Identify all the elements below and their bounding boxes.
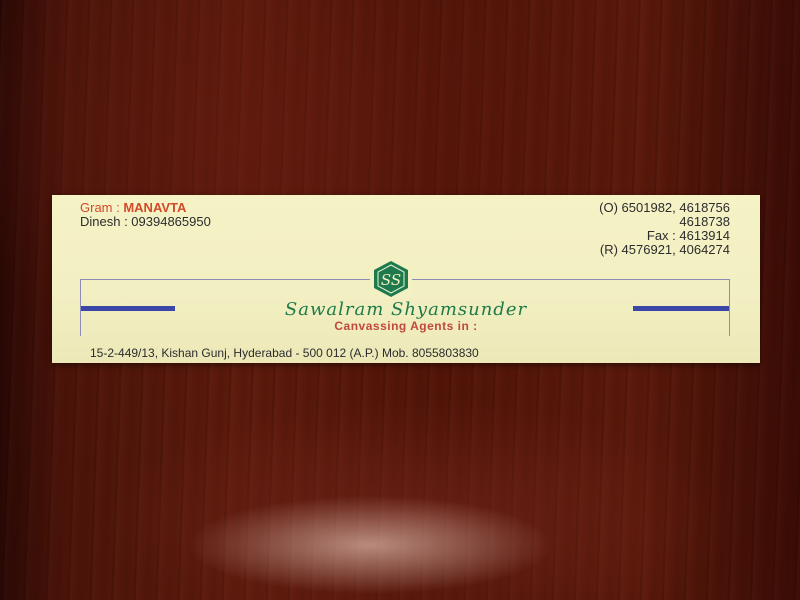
residence-phone: (R) 4576921, 4064274 [599,242,730,257]
tagline: Canvassing Agents in : [334,319,478,333]
ss-logo [370,259,412,299]
business-card [52,195,760,363]
gram-label: Gram : [80,200,124,215]
address-line: 15-2-449/13, Kishan Gunj, Hyderabad - 500 012 (A.P.) Mob. 8055803830 [90,346,479,360]
office-phone: (O) 6501982, 4618756 [599,200,730,215]
company-name: Sawalram Shyamsunder [284,299,528,320]
card-contact-right [599,201,730,257]
gram-line [80,201,211,215]
gram-value: MANAVTA [123,200,187,215]
office-phone-2: 4618738 [679,214,730,229]
dinesh-phone: Dinesh : 09394865950 [80,214,211,229]
fax-number: Fax : 4613914 [646,228,730,243]
card-contact-left [80,201,211,229]
logo-monogram: SS [380,271,402,289]
